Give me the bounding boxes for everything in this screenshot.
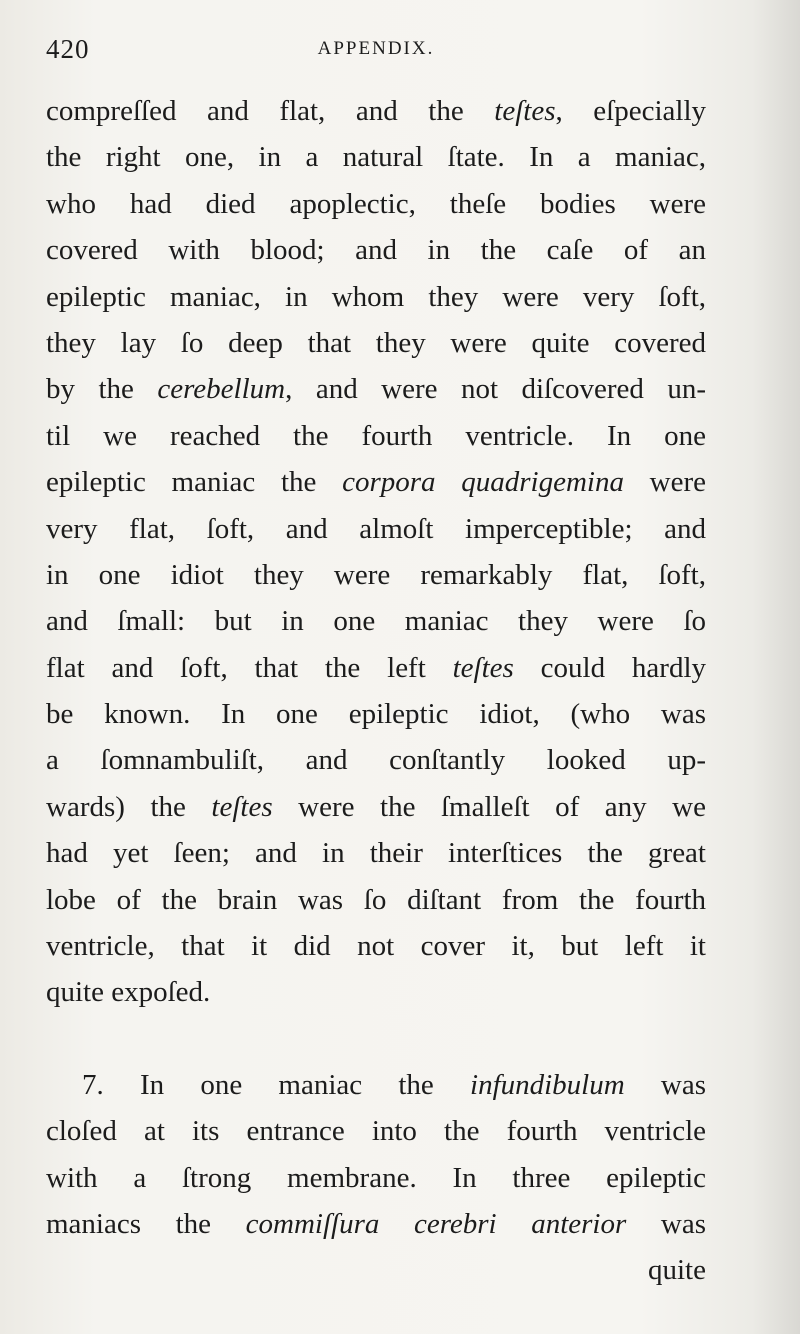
catchword: quite: [648, 1254, 706, 1287]
running-head: [46, 34, 706, 74]
text-run: ventricle, that it did not cover it, but left it: [46, 930, 706, 963]
text-line: [46, 923, 706, 969]
text-run: wards) the: [46, 790, 212, 823]
text-run: epileptic maniac, in whom they were very ſoft,: [46, 280, 706, 313]
text-run: til we reached the fourth ventricle. In one: [46, 419, 706, 452]
text-line: [46, 784, 706, 830]
text-run: by the: [46, 373, 158, 406]
text-run: quite expoſed.: [46, 976, 211, 1009]
text-run: cloſed at its entrance into the fourth ventricle: [46, 1115, 706, 1148]
text-run: very flat, ſoft, and almoſt imperceptible; and: [46, 512, 706, 545]
text-run: and ſmall: but in one maniac they were ſo: [46, 605, 706, 638]
text-line: [46, 274, 706, 320]
text-line: [46, 506, 706, 552]
text-line: [46, 645, 706, 691]
text-run: flat and ſoft, that the left: [46, 651, 453, 684]
text-line: [46, 877, 706, 923]
text-run: who had died apoplectic, theſe bodies were: [46, 187, 706, 220]
text-run: was: [624, 1068, 706, 1101]
text-line: [46, 552, 706, 598]
text-line: [46, 1155, 706, 1201]
text-run: covered with blood; and in the caſe of an: [46, 234, 706, 267]
text-run: the right one, in a natural ſtate. In a maniac,: [46, 141, 706, 174]
text-line: [46, 227, 706, 273]
text-line: [46, 598, 706, 644]
text-line: [46, 181, 706, 227]
body-text: [46, 88, 706, 1294]
text-line: [46, 366, 706, 412]
text-line: [46, 413, 706, 459]
text-line: [46, 691, 706, 737]
running-head-title: APPENDIX.: [317, 38, 435, 59]
text-run: could hardly: [513, 651, 706, 684]
text-line: [46, 1062, 706, 1108]
text-run: were the ſmalleſt of any we: [272, 790, 706, 823]
paragraph-1: [46, 88, 706, 1016]
text-run: be known. In one epileptic idiot, (who was: [46, 698, 706, 731]
italic-term: cerebellum: [157, 373, 286, 406]
text-run: a ſomnambuliſt, and conſtantly looked up-: [46, 744, 706, 777]
italic-term: teſtes: [494, 95, 556, 127]
text-run: had yet ſeen; and in their interſtices the great: [46, 837, 706, 870]
text-line: [46, 737, 706, 783]
text-run: epileptic maniac the: [46, 466, 343, 499]
text-run: 7. In one maniac the: [82, 1068, 471, 1101]
text-line: [46, 459, 706, 505]
text-run: compreſſed and flat, and the: [46, 95, 495, 127]
paragraph-gap: [46, 1016, 706, 1062]
text-line: [46, 320, 706, 366]
text-run: , and were not diſcovered un-: [285, 373, 706, 406]
italic-term: teſtes: [211, 790, 273, 823]
text-run: they lay ſo deep that they were quite covered: [46, 326, 706, 359]
italic-term: teſtes: [452, 651, 514, 684]
text-line: [46, 969, 706, 1015]
italic-term: corpora quadrigemina: [342, 466, 624, 499]
italic-term: commiſſura cerebri anterior: [245, 1207, 627, 1240]
text-run: in one idiot they were remarkably flat, ſoft,: [46, 558, 706, 591]
text-line: [46, 1108, 706, 1154]
text-run: maniacs the: [46, 1207, 246, 1240]
italic-term: infundibulum: [470, 1068, 625, 1101]
text-run: with a ſtrong membrane. In three epileptic: [46, 1161, 706, 1194]
text-line: [46, 134, 706, 180]
text-line: [46, 1201, 706, 1247]
text-run: was: [626, 1207, 706, 1240]
page-number: 420: [46, 34, 90, 64]
text-run: , eſpecially: [555, 95, 706, 127]
text-run: lobe of the brain was ſo diſtant from the fourth: [46, 883, 706, 916]
text-line: [46, 830, 706, 876]
paragraph-2: [46, 1062, 706, 1248]
text-line: [46, 88, 706, 134]
text-run: were: [623, 466, 706, 499]
